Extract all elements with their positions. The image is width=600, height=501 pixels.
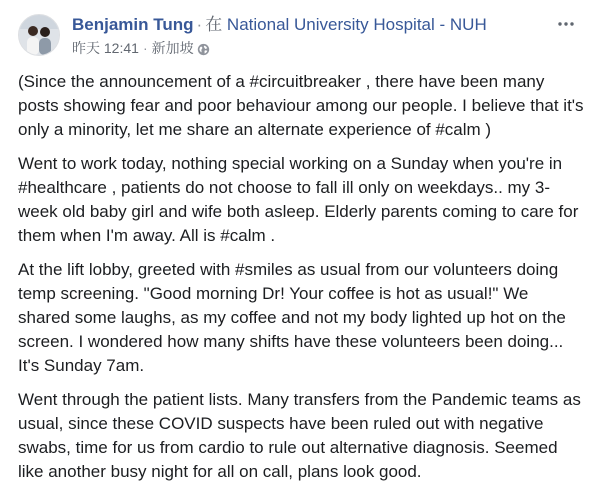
subtitle-separator: ·	[142, 40, 148, 56]
more-options-button[interactable]	[554, 12, 578, 34]
post-subtitle	[72, 39, 550, 57]
post-paragraph: (Since the announcement of a #circuitbreaker , there have been many posts showing fear and poor behaviour among our people. I believe that it's only a minority, let me share an alternate experience of #calm )	[18, 72, 584, 139]
post-header	[10, 6, 590, 70]
post-place[interactable]: 新加坡	[151, 40, 194, 56]
post-timestamp[interactable]: 昨天 12:41	[72, 40, 139, 56]
author-avatar[interactable]	[18, 14, 60, 56]
post-body	[10, 70, 590, 484]
globe-icon[interactable]	[197, 42, 210, 55]
post-meta	[72, 14, 550, 57]
location-prefix: 在	[205, 15, 223, 34]
author-name[interactable]: Benjamin Tung	[72, 15, 194, 34]
post-header-title	[72, 14, 550, 36]
title-separator: ·	[196, 15, 203, 34]
location-link[interactable]: National University Hospital - NUH	[226, 15, 487, 34]
post-paragraph: Went to work today, nothing special working on a Sunday when you're in #healthcare , patients do not choose to fall ill only on weekdays.. my 3-week old baby girl and wife both asleep. Elderly parents coming to care for them when I'm away. All is #calm .	[18, 154, 579, 245]
more-options-icon	[558, 14, 574, 32]
post-paragraph: Went through the patient lists. Many transfers from the Pandemic teams as usual, since these COVID suspects have been ruled out with negative swabs, time for us from cardio to rule out alternative diagnosis. Seemed like another busy night for all on call, plans look good.	[18, 390, 581, 481]
post-paragraph: At the lift lobby, greeted with #smiles as usual from our volunteers doing temp screening. "Good morning Dr! Your coffee is hot as usual!" We shared some laughs, as my coffee and not my body lighted up hot on the screen. I wondered how many shifts have these volunteers been doing... It's Sunday 7am.	[18, 260, 566, 375]
